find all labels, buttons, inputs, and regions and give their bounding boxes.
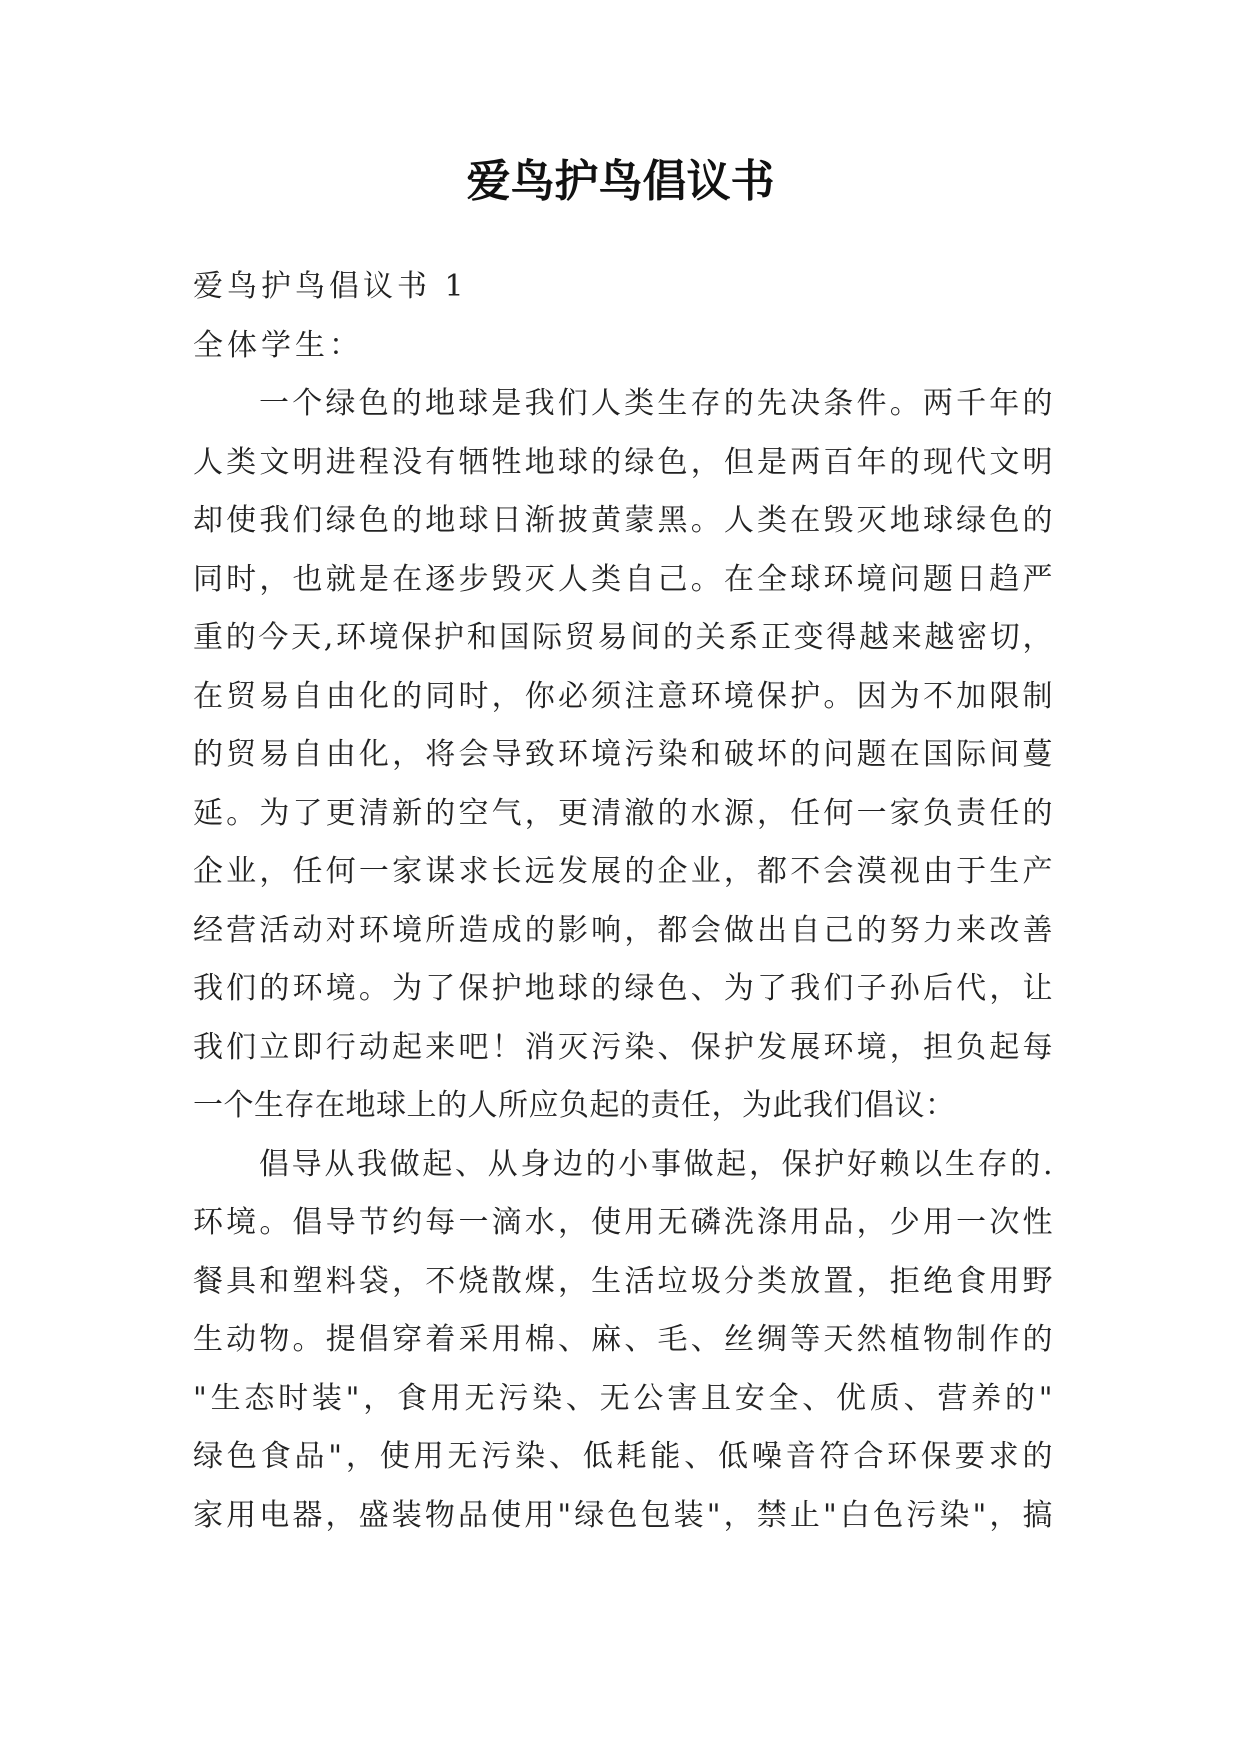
paragraph-line: 绿色食品"，使用无污染、低耗能、低噪音符合环保要求的	[193, 1439, 1053, 1474]
paragraph-2	[193, 1136, 1053, 1546]
paragraph-line: 企业，任何一家谋求长远发展的企业，都不会漠视由于生产	[193, 854, 1053, 889]
paragraph-line: 的贸易自由化，将会导致环境污染和破坏的问题在国际间蔓	[193, 737, 1053, 772]
paragraph-line: "生态时装"，食用无污染、无公害且安全、优质、营养的"	[193, 1380, 1053, 1416]
paragraph-line: 家用电器，盛装物品使用"绿色包装"，禁止"白色污染"，搞	[193, 1497, 1053, 1533]
paragraph-line: 在贸易自由化的同时，你必须注意环境保护。因为不加限制	[193, 678, 1053, 714]
paragraph-line: 我们立即行动起来吧！消灭污染、保护发展环境，担负起每	[193, 1029, 1053, 1065]
paragraph-line: 经营活动对环境所造成的影响，都会做出自己的努力来改善	[193, 912, 1053, 948]
paragraph-line: 重的今天,环境保护和国际贸易间的关系正变得越来越密切，	[193, 620, 1053, 655]
paragraph-line: 却使我们绿色的地球日渐披黄蒙黑。人类在毁灭地球绿色的	[193, 503, 1053, 538]
document-body	[193, 258, 1053, 1545]
paragraph-line: 延。为了更清新的空气，更清澈的水源，任何一家负责任的	[193, 795, 1053, 831]
paragraph-1	[193, 375, 1053, 1136]
paragraph-line: 人类文明进程没有牺牲地球的绿色，但是两百年的现代文明	[193, 444, 1053, 480]
paragraph-line: 同时，也就是在逐步毁灭人类自己。在全球环境问题日趋严	[193, 561, 1053, 597]
paragraph-line: 一个生存在地球上的人所应负起的责任，为此我们倡议：	[193, 1088, 956, 1123]
salutation: 全体学生：	[193, 327, 363, 363]
paragraph-line: 我们的环境。为了保护地球的绿色、为了我们子孙后代，让	[193, 971, 1053, 1006]
paragraph-line: 一个绿色的地球是我们人类生存的先决条件。两千年的	[259, 386, 1053, 421]
section-heading: 爱鸟护鸟倡议书 1	[193, 269, 468, 304]
paragraph-line: 倡导从我做起、从身边的小事做起，保护好赖以生存的.	[259, 1146, 1053, 1182]
paragraph-line: 餐具和塑料袋，不烧散煤，生活垃圾分类放置，拒绝食用野	[193, 1263, 1053, 1299]
document-title: 爱鸟护鸟倡议书	[466, 156, 775, 207]
paragraph-line: 环境。倡导节约每一滴水，使用无磷洗涤用品，少用一次性	[193, 1205, 1053, 1240]
paragraph-line: 生动物。提倡穿着采用棉、麻、毛、丝绸等天然植物制作的	[193, 1322, 1053, 1357]
